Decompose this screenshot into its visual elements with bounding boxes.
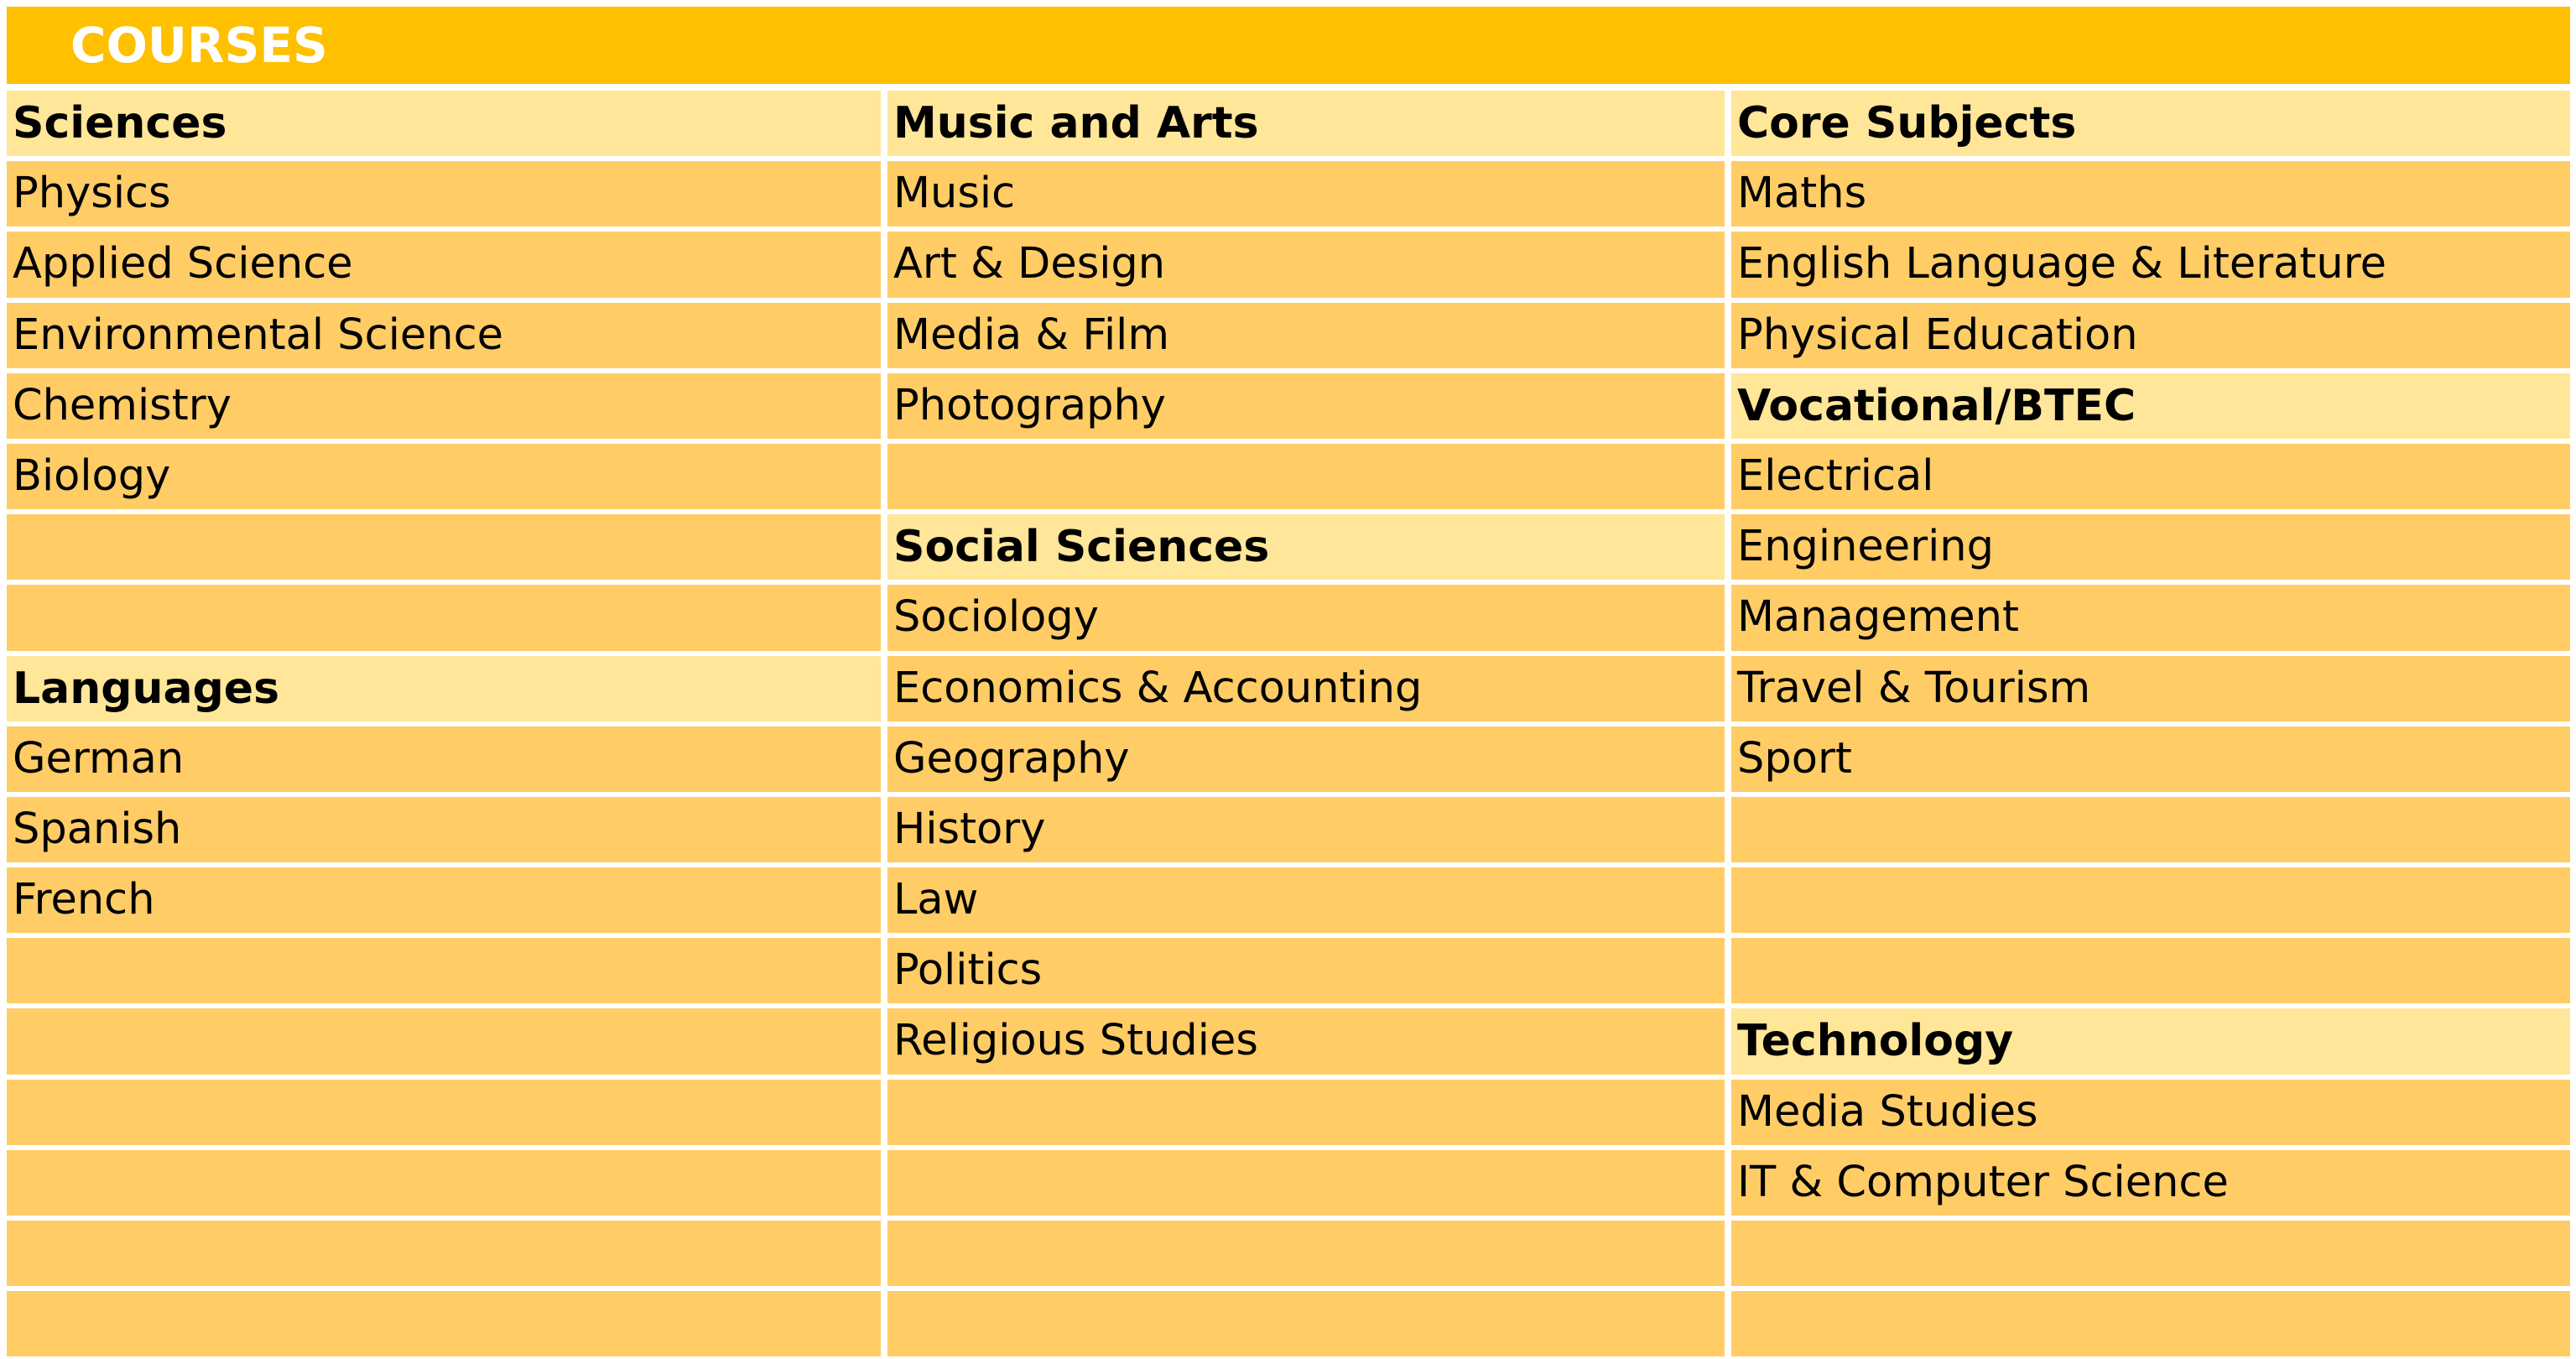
category-heading: Core Subjects [1731,91,2570,156]
course-item: Photography [887,373,1725,439]
category-heading: Vocational/BTEC [1731,373,2570,439]
empty-cell [887,1291,1725,1356]
course-item: Biology [7,444,881,509]
category-heading: Technology [1731,1008,2570,1074]
empty-cell [7,1080,881,1145]
course-item: Physics [7,161,881,226]
course-item: Economics & Accounting [887,656,1725,721]
empty-cell [7,1008,881,1074]
empty-cell [887,1080,1725,1145]
course-item: German [7,726,881,792]
course-item: Religious Studies [887,1008,1725,1074]
course-item: Art & Design [887,232,1725,297]
empty-cell [1731,867,2570,933]
empty-cell [7,1291,881,1356]
empty-cell [887,1150,1725,1216]
empty-cell [7,938,881,1003]
course-item: Media Studies [1731,1080,2570,1145]
empty-cell [887,1221,1725,1286]
category-heading: Languages [7,656,881,721]
course-item: Spanish [7,797,881,862]
empty-cell [1731,1221,2570,1286]
empty-cell [1731,1291,2570,1356]
course-item: Media & Film [887,303,1725,368]
course-item: Chemistry [7,373,881,439]
course-item: Physical Education [1731,303,2570,368]
course-item: Maths [1731,161,2570,226]
category-heading: Sciences [7,91,881,156]
empty-cell [7,585,881,650]
empty-cell [887,444,1725,509]
course-item: Applied Science [7,232,881,297]
course-item: Music [887,161,1725,226]
empty-cell [7,1221,881,1286]
course-item: French [7,867,881,933]
category-heading: Music and Arts [887,91,1725,156]
course-item: Politics [887,938,1725,1003]
course-item: Electrical [1731,444,2570,509]
course-item: Travel & Tourism [1731,656,2570,721]
course-item: IT & Computer Science [1731,1150,2570,1216]
course-item: Engineering [1731,514,2570,580]
course-grid [7,91,2570,1356]
course-item: Sport [1731,726,2570,792]
empty-cell [1731,938,2570,1003]
courses-banner: COURSES [7,7,2570,84]
course-item: Geography [887,726,1725,792]
empty-cell [7,514,881,580]
course-item: Environmental Science [7,303,881,368]
course-item: Sociology [887,585,1725,650]
category-heading: Social Sciences [887,514,1725,580]
course-item: History [887,797,1725,862]
empty-cell [7,1150,881,1216]
course-item: Law [887,867,1725,933]
course-item: Management [1731,585,2570,650]
course-item: English Language & Literature [1731,232,2570,297]
empty-cell [1731,797,2570,862]
